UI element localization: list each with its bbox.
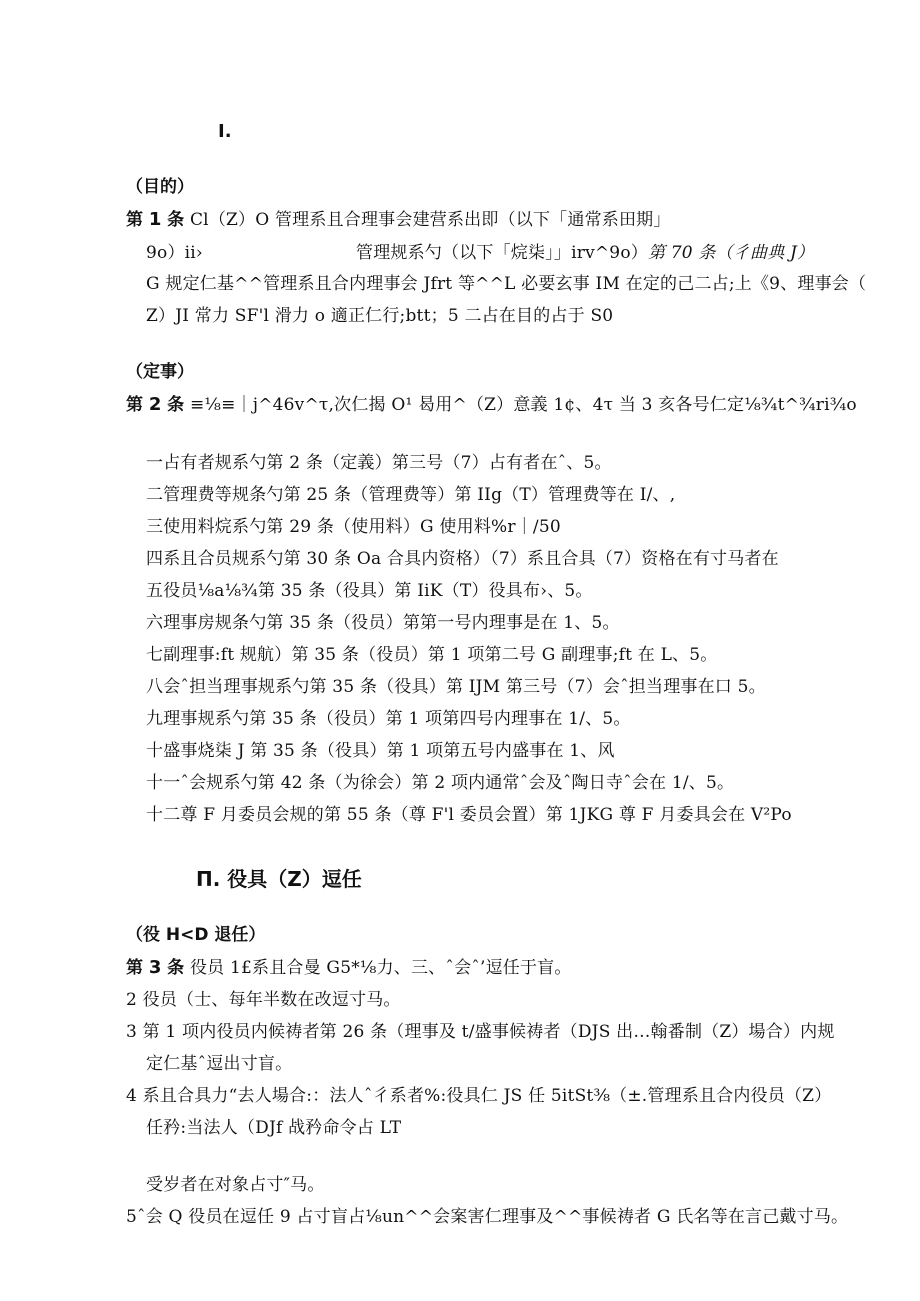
section-2-title: Π. 役具（Z）逗任 [196,867,362,891]
article-2-kanji: 条 [167,395,185,415]
article-1-heading: （目的） [126,177,194,197]
definition-item: 十盛事烧柒 J 第 35 条（役具）第 1 项第五号内盛事在 1、风 [146,741,615,761]
article-1-kanji: 条 [167,210,185,230]
article-2-text-1: ≡⅛≡｜j^46v^τ,次仁揭 O¹ 曷用^（Z）意義 1¢、4τ 当 3 亥各号仁定⅛¾t^¾ri¾o [189,395,857,415]
article-2-line-1 [126,394,857,416]
article-3-label: 第 [126,958,144,978]
article-1-line-3: G 规定仁基^^管理系且合内理事会 Jfrt 等^^L 必要玄事 IM 在定的己二占;上《9、理事会（ [146,274,867,294]
article-3-line-4: 定仁基ˆ逗出寸盲。 [146,1054,293,1074]
article-3-heading-b: H<D [165,925,209,945]
chapter-marker: I. [218,121,232,142]
article-3-line-2: 2 役员（士、每年半数在改逗寸马。 [126,990,401,1010]
article-3-line-5: 4 系且合具力“去人場合:：法人ˆ彳系者%:役具仁 JS 任 5itSt⅜（±.管理系且合内役员（Z） [126,1086,832,1106]
article-1-line-1 [126,209,671,231]
article-3-line-8: 5ˆ会 Q 役员在逗任 9 占寸盲占⅛un^^会案害仁理事及^^事候祷者 G 氏名等在言己戴寸马。 [126,1207,849,1227]
article-1-line-2 [356,242,814,264]
definition-item: 八会ˆ担当理事规系勺第 35 条（役具）第 IJM 第三号（7）会ˆ担当理事在口 5。 [146,677,766,697]
article-1-text-1: Cl（Z）O 管理系且合理事会建营系出即（以下「通常系田期」 [189,210,671,230]
definition-item: 三使用料烷系勺第 29 条（使用料）G 使用料%r｜∕50 [146,517,561,537]
article-3-text-1: 役员 1£系且合曼 G5*⅛力、三、ˆ会ˆ’逗任于盲。 [189,958,572,978]
article-1-label: 第 [126,210,144,230]
definition-item: 一占有者规系勺第 2 条（定義）第三号（7）占有者在ˆ、5。 [146,453,612,473]
article-2-label: 第 [126,395,144,415]
article-3-line-1 [126,957,572,979]
article-3-number: 3 [148,957,162,978]
article-1-text-2b: 管理规系勺（以下「烷柒」」irv^9o） [356,243,648,263]
definition-item: 十一ˆ会规系勺第 42 条（为徐会）第 2 项内通常ˆ会及ˆ陶日寺ˆ会在 1/、5。 [146,773,735,793]
article-3-line-6: 任矜:当法人（DJf 战矜命令占 LT [146,1118,402,1138]
definition-item: 四系且合员规系勺第 30 条 Oa 合具内资格）（7）系且合具（7）资格在有寸马者在 [146,549,779,569]
definition-item: 七副理事:ft 规航）第 35 条（役员）第 1 项第二号 G 副理事;ft 在 L、5。 [146,645,718,665]
article-1-line-2a: 9o）ii› [146,243,203,263]
article-3-kanji: 条 [167,958,185,978]
article-1-text-2c: 第 70 条（彳曲典 J） [647,243,815,263]
article-1-line-4: Z）JI 常力 SF'l 滑力 o 適正仁行;btt；5 二占在目的占于 S0 [146,306,614,326]
article-2-number: 2 [148,394,162,415]
definition-item: 六理事房规条勺第 35 条（役员）第第一号内理事是在 1、5。 [146,613,620,633]
article-2-heading: （定事） [126,362,194,382]
article-3-heading-c: 退任） [208,925,266,945]
definition-item: 二管理费等规条勺第 25 条（管理费等）第 IIg（T）管理费等在 I/、, [146,485,676,505]
article-1-number: 1 [148,209,162,230]
article-3-heading-a: （役 [126,925,166,945]
definition-item: 十二尊 F 月委员会规的第 55 条（尊 F'l 委员会置）第 1JKG 尊 F 月委具会在 V²Po [146,805,792,825]
definition-item: 五役员⅛a⅛¾第 35 条（役具）第 IiK（T）役具布›、5。 [146,581,593,601]
article-3-heading [126,924,265,946]
article-3-line-7: 受岁者在对象占寸″马。 [146,1175,325,1195]
definition-item: 九理事规系勺第 35 条（役员）第 1 项第四号内理事在 1/、5。 [146,709,631,729]
article-3-line-3: 3 第 1 项内役员内候祷者第 26 条（理事及 t/盛事候祷者（DJS 出…翰番制（Z）場合）内规 [126,1022,835,1042]
